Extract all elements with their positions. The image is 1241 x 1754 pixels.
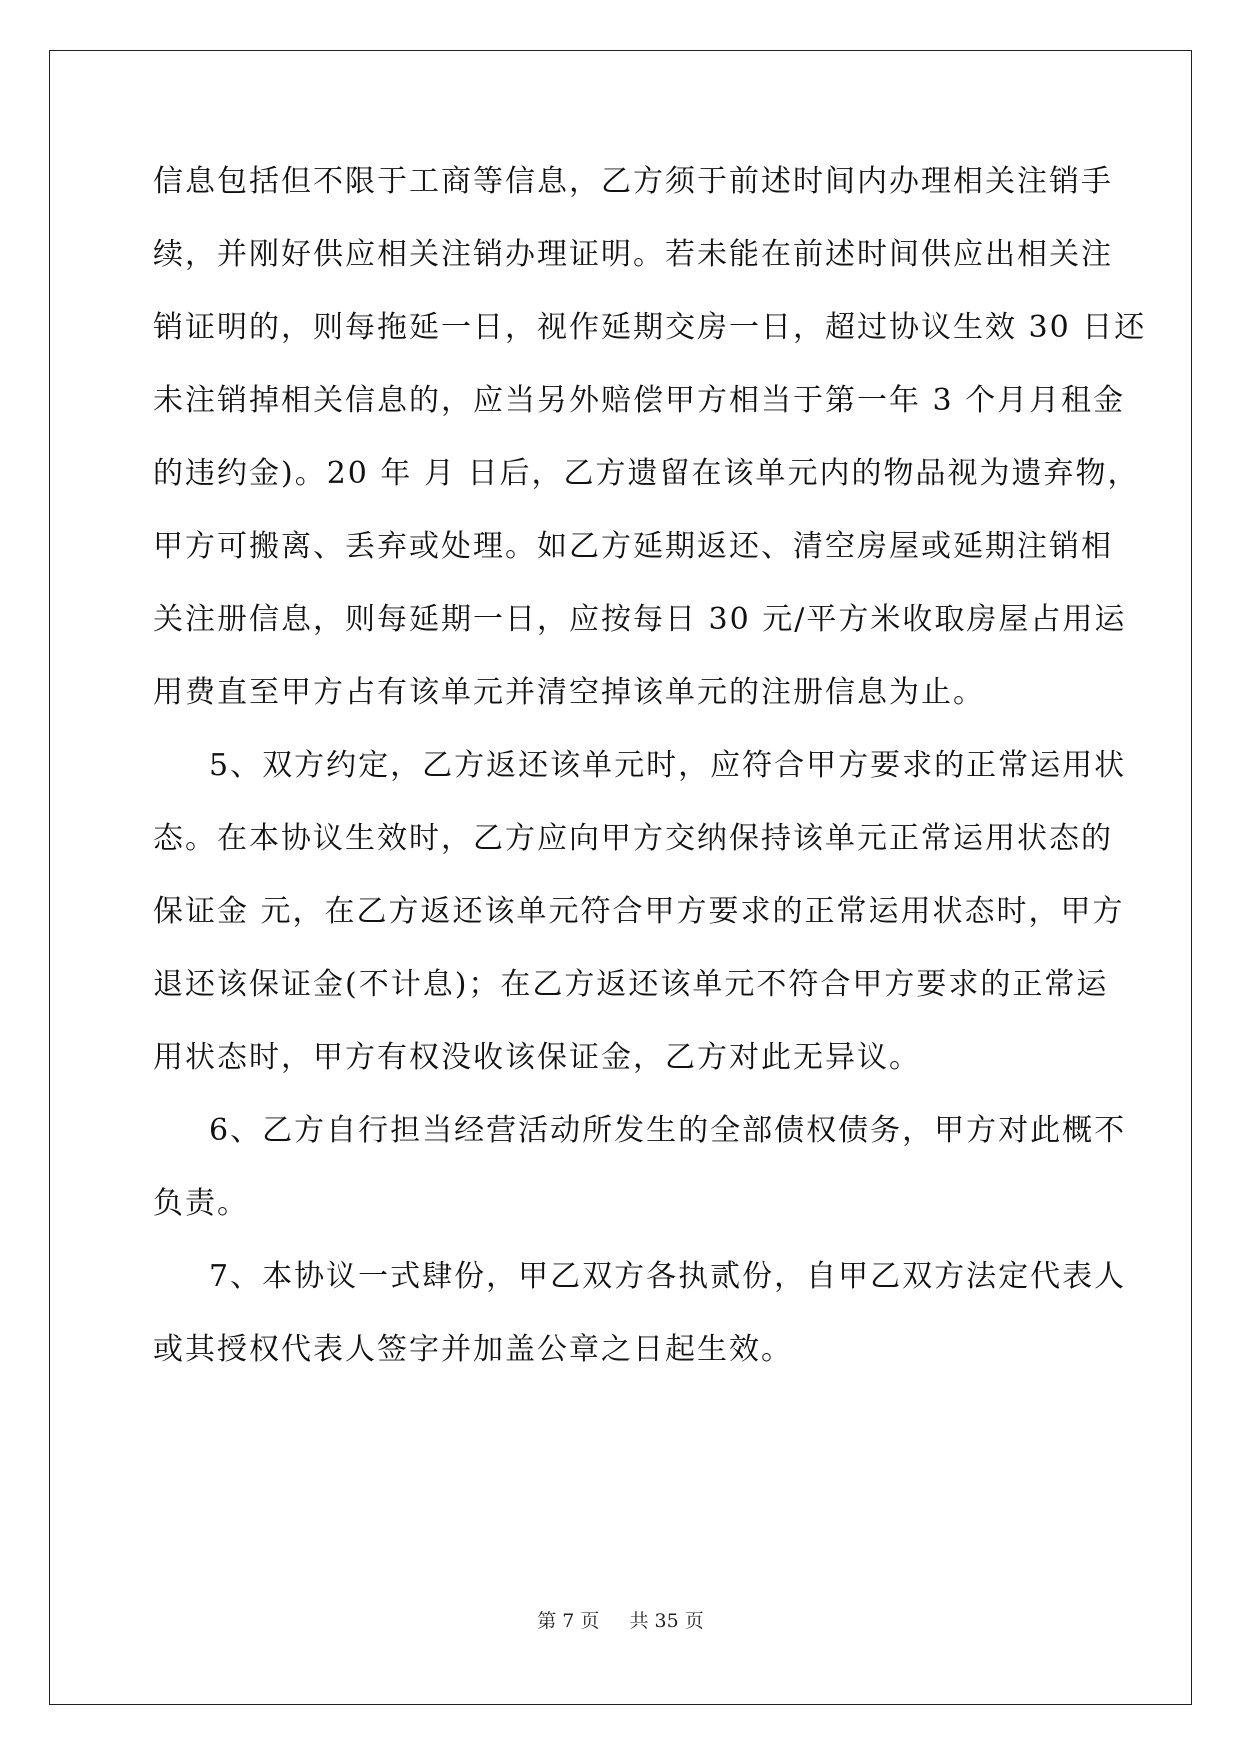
paragraph-7-first-line: 7、本协议一式肆份，甲乙双方各执贰份，自甲乙双方法定代表人 xyxy=(209,1259,1127,1294)
total-pages: 共 35 页 xyxy=(629,1610,704,1632)
page-number: 第 7 页 xyxy=(537,1610,600,1632)
text-line: 的违约金)。20 年 月 日后，乙方遗留在该单元内的物品视为遗弃物， xyxy=(153,456,1140,491)
text-line: 未注销掉相关信息的，应当另外赔偿甲方相当于第一年 3 个月月租金 xyxy=(153,383,1126,418)
paragraph-5-first-line: 5、双方约定，乙方返还该单元时，应符合甲方要求的正常运用状 xyxy=(209,748,1127,783)
text-line: 用费直至甲方占有该单元并清空掉该单元的注册信息为止。 xyxy=(153,675,985,710)
page-footer xyxy=(0,1609,1241,1633)
text-line: 用状态时，甲方有权没收该保证金，乙方对此无异议。 xyxy=(153,1040,921,1075)
page-border xyxy=(49,50,1192,1705)
paragraph-6-first-line: 6、乙方自行担当经营活动所发生的全部债权债务，甲方对此概不 xyxy=(209,1113,1127,1148)
text-line: 或其授权代表人签字并加盖公章之日起生效。 xyxy=(153,1332,793,1367)
text-line: 退还该保证金(不计息)；在乙方返还该单元不符合甲方要求的正常运 xyxy=(153,967,1109,1002)
text-line: 续，并刚好供应相关注销办理证明。若未能在前述时间供应出相关注 xyxy=(153,237,1113,272)
text-line: 销证明的，则每拖延一日，视作延期交房一日，超过协议生效 30 日还 xyxy=(153,310,1147,345)
text-line: 保证金 元，在乙方返还该单元符合甲方要求的正常运用状态时，甲方 xyxy=(153,894,1125,929)
text-line: 负责。 xyxy=(153,1186,249,1221)
text-line: 态。在本协议生效时，乙方应向甲方交纳保持该单元正常运用状态的 xyxy=(153,821,1113,856)
text-line: 关注册信息，则每延期一日，应按每日 30 元/平方米收取房屋占用运 xyxy=(153,602,1127,637)
text-line: 甲方可搬离、丢弃或处理。如乙方延期返还、清空房屋或延期注销相 xyxy=(153,529,1113,564)
text-line: 信息包括但不限于工商等信息，乙方须于前述时间内办理相关注销手 xyxy=(153,164,1113,199)
